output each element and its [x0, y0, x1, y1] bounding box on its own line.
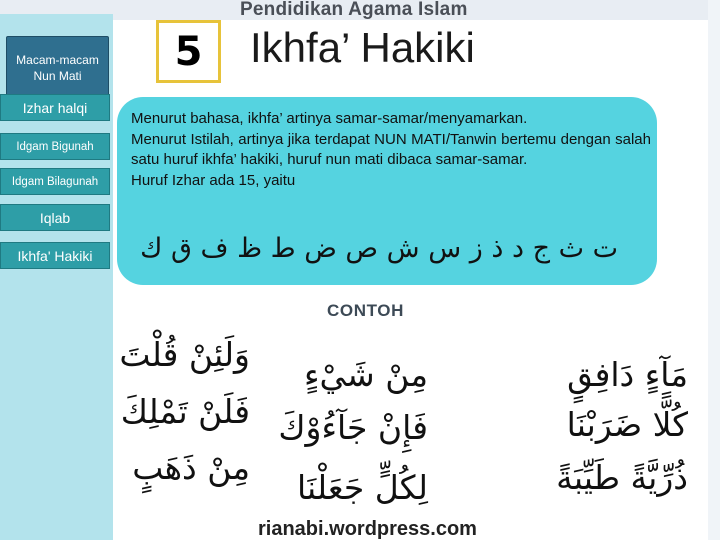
example-item: مِنْ ذَهَبٍ	[132, 448, 250, 487]
footer-url: rianabi.wordpress.com	[258, 518, 477, 540]
sidebar	[0, 14, 113, 540]
sidebar-item-izhar-halqi[interactable]: Izhar halqi	[0, 94, 110, 121]
example-item: كُلًّا ضَرَبْنَا	[566, 405, 688, 444]
right-edge	[708, 0, 720, 540]
letters-intro: Huruf Izhar ada 15, yaitu	[131, 171, 296, 189]
definition-text	[131, 109, 651, 191]
definition-bahasa: Menurut bahasa, ikhfa’ artinya samar-samar/menyamarkan.	[131, 110, 528, 127]
example-item: مِنْ شَيْءٍ	[304, 355, 428, 394]
sidebar-item-idgam-bilagunah[interactable]: Idgam Bilagunah	[0, 168, 110, 195]
definition-istilah: Menurut Istilah, artinya jika terdapat NUN MATI/Tanwin bertemu dengan salah satu huruf ikhfa’ hakiki, huruf nun mati dibaca samar-samar.	[131, 130, 651, 168]
examples-label: CONTOH	[327, 301, 404, 320]
sidebar-item-idgam-bigunah[interactable]: Idgam Bigunah	[0, 133, 110, 160]
sidebar-heading: Macam-macam Nun Mati	[6, 36, 109, 100]
lesson-number-badge: 5	[156, 20, 221, 83]
sidebar-item-iqlab[interactable]: Iqlab	[0, 204, 110, 231]
lesson-title: Ikhfa’ Hakiki	[250, 24, 475, 71]
example-item: مَآءٍ دَافِقٍ	[567, 355, 688, 394]
ikhfa-letters: ت ث ج د ذ ز س ش ص ض ط ظ ف ق ك	[140, 233, 618, 264]
example-item: فَإِنْ جَآءُوْكَ	[278, 408, 428, 447]
example-item: فَلَنْ تَمْلِكَ	[120, 392, 250, 431]
example-item: ذُرِّيَّةً طَيِّبَةً	[556, 458, 688, 497]
example-item: لِكُلٍّ جَعَلْنَا	[296, 468, 428, 507]
example-item: وَلَئِنْ قُلْتَ	[119, 335, 250, 374]
sidebar-item-ikhfa-hakiki[interactable]: Ikhfa' Hakiki	[0, 242, 110, 269]
course-title: Pendidikan Agama Islam	[240, 0, 468, 20]
